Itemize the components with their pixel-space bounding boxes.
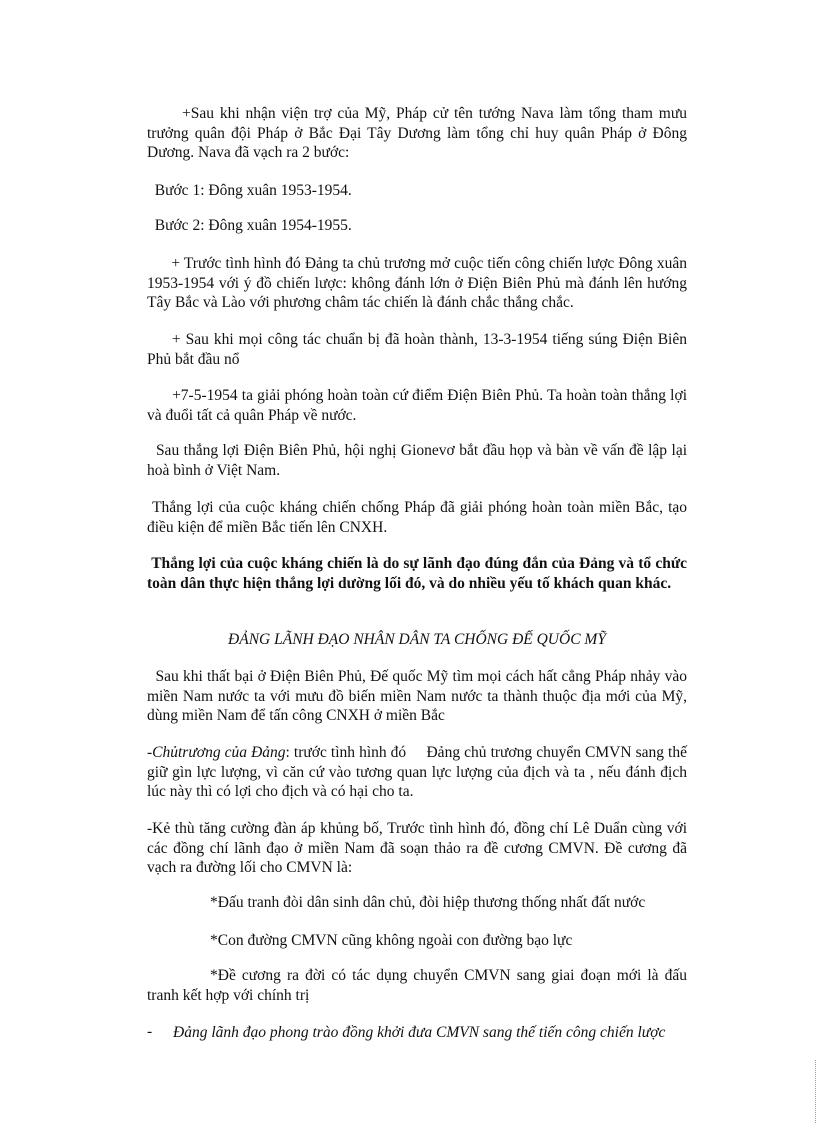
- paragraph-uprising: Đảng lãnh đạo phong trào đồng khởi đưa CMVN sang thế tiến công chiến lược: [173, 1024, 666, 1041]
- paragraph-step-2: Bước 2: Đông xuân 1954-1955.: [147, 217, 352, 234]
- bullet-violence: *Con đường CMVN cũng không ngoài con đường bạo lực: [210, 932, 573, 949]
- bullet-new-phase: [147, 966, 691, 1005]
- paragraph-le-duan: -Kẻ thù tăng cường đàn áp khủng bố, Trước tình hình đó, đồng chí Lê Duẩn cùng với các đồng chí lãnh đạo ở miền Nam đã soạn thảo ra đề cương CMVN. Đề cương đã vạch ra đường lối cho CMVN là:: [147, 820, 691, 876]
- paragraph-geneva: Sau thắng lợi Điện Biên Phủ, hội nghị Gionevơ bắt đầu họp và bàn về vấn đề lập lại hoà bình ở Việt Nam.: [147, 442, 691, 479]
- paragraph-step-1: Bước 1: Đông xuân 1953-1954.: [147, 182, 352, 199]
- paragraph-party-policy: [147, 743, 691, 802]
- paragraph-north-liberation: Thắng lợi của cuộc kháng chiến chống Pháp đã giải phóng hoàn toàn miền Bắc, tạo điều kiện để miền Bắc tiến lên CNXH.: [147, 499, 691, 536]
- paragraph-us-intervention: Sau khi thất bại ở Điện Biên Phủ, Đế quốc Mỹ tìm mọi cách hất cẳng Pháp nhảy vào miền Nam nước ta với mưu đồ biến miền Nam nước ta thành thuộc địa mới của Mỹ, dùng miền Nam để tấn công CNXH ở miền Bắc: [147, 668, 691, 724]
- list-dash: -: [147, 1023, 153, 1040]
- bullet-democracy: *Đấu tranh đòi dân sinh dân chủ, đòi hiệp thương thống nhất đất nước: [210, 894, 646, 911]
- section-heading: ĐẢNG LÃNH ĐẠO NHÂN DÂN TA CHỐNG ĐẾ QUỐC MỸ: [228, 631, 606, 648]
- paragraph-dien-bien-phu-start: + Sau khi mọi công tác chuẩn bị đã hoàn thành, 13-3-1954 tiếng súng Điện Biên Phủ bắt đầu nổ: [147, 331, 691, 368]
- paragraph-dong-xuan-campaign: + Trước tình hình đó Đảng ta chủ trương mở cuộc tiến công chiến lược Đông xuân 1953-1954 với ý đồ chiến lược: không đánh lớn ở Điện Biên Phủ mà đánh lên hướng Tây Bắc và Lào với phương châm tác chiến là đánh chắc thắng chắc.: [147, 255, 691, 311]
- party-policy-body: : trước tình hình đó Đảng chủ trương chuyển CMVN sang thế giữ gìn lực lượng, vì căn cứ vào tương quan lực lượng của địch và ta , nếu đánh địch lúc này thì có lợi cho địch và có hại cho ta.: [147, 744, 691, 800]
- party-policy-lead: -Chủtrương của Đảng: [147, 744, 286, 761]
- paragraph-victory-causes: Thắng lợi của cuộc kháng chiến là do sự lãnh đạo đúng đắn của Đảng và tổ chức toàn dân thực hiện thắng lợi dường lối đó, và do nhiều yếu tố khách quan khác.: [147, 555, 691, 592]
- bullet-new-phase-text: *Đề cương ra đời có tác dụng chuyển CMVN sang giai đoạn mới là đấu tranh kết hợp với chính trị: [147, 967, 691, 1004]
- paragraph-dien-bien-phu-victory: +7-5-1954 ta giải phóng hoàn toàn cứ điểm Điện Biên Phủ. Ta hoàn toàn thắng lợi và đuổi tất cả quân Pháp về nước.: [147, 387, 691, 424]
- paragraph-nava: +Sau khi nhận viện trợ của Mỹ, Pháp cử tên tướng Nava làm tổng tham mưu trưởng quân đội Pháp ở Bắc Đại Tây Dương làm tổng chỉ huy quân Pháp ở Đông Dương. Nava đã vạch ra 2 bước:: [147, 105, 691, 161]
